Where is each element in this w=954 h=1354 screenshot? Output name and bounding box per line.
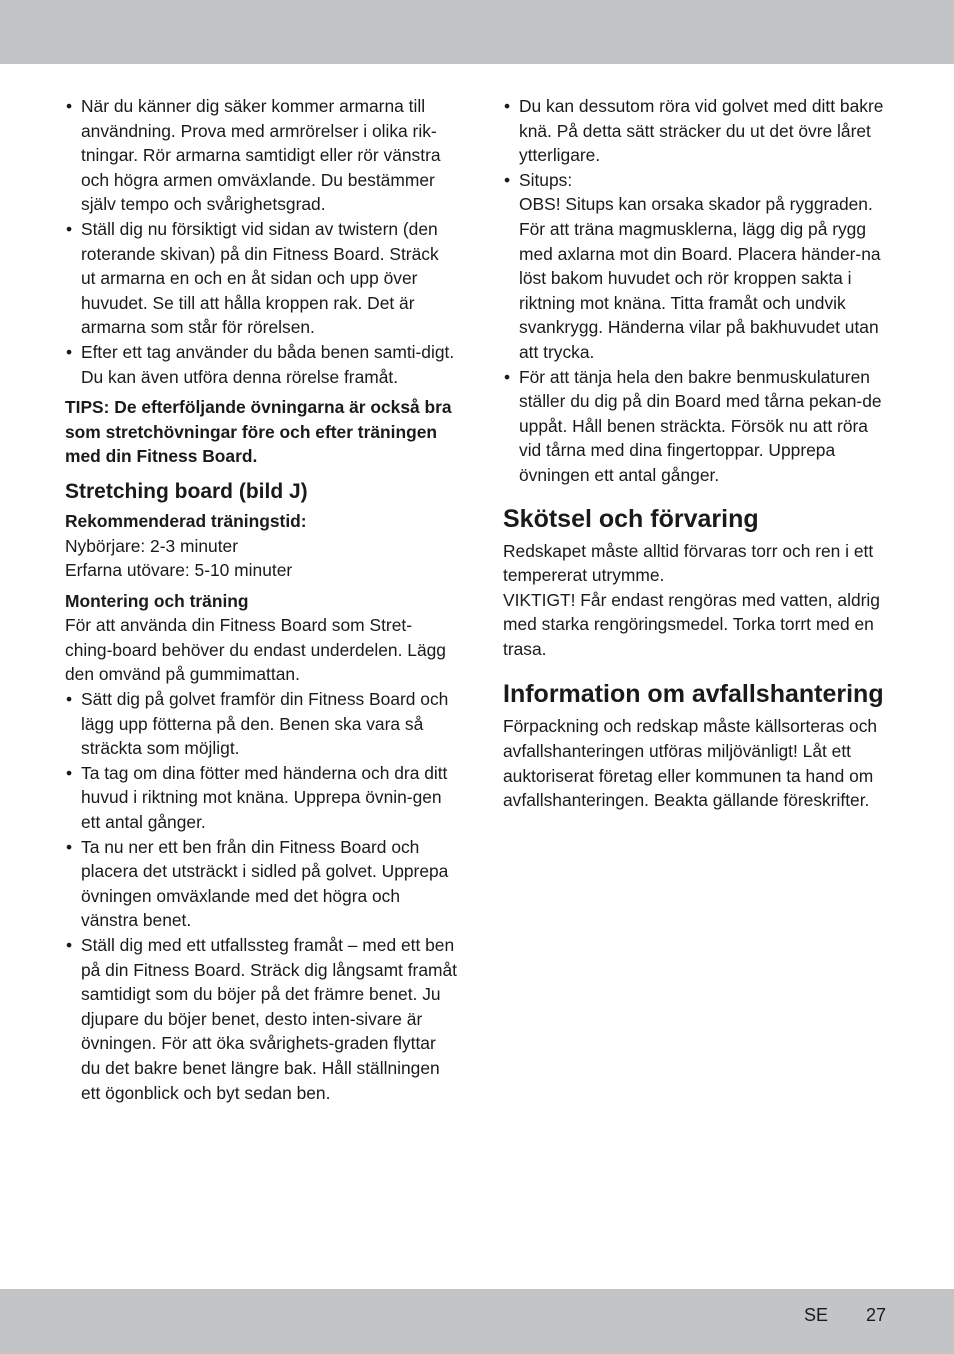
right-column (503, 94, 893, 813)
list-item-situps (503, 168, 893, 365)
time-experienced: Erfarna utövare: 5-10 minuter (65, 560, 293, 581)
care-text: Redskapet måste alltid förvaras torr och ren i ett tempererat utrymme. (503, 540, 874, 586)
section-heading-care: Skötsel och förvaring (503, 504, 759, 533)
header-band (0, 0, 954, 64)
care-warning-text: VIKTIGT! Får endast rengöras med vatten, aldrig med starka rengöringsmedel. Torka torrt med en trasa. (503, 589, 880, 659)
list-item: • Ställ dig med ett utfallssteg framåt – med ett ben på din Fitness Board. Sträck dig långsamt framåt samtidigt som du böjer på det främre benet. Ju djupare du böjer benet, desto inten-sivare är övningen. För att öka svårighets-graden flyttar du det bakre benet längre bak. Håll ställningen ett ögonblick och byt sedan ben. (65, 933, 457, 1105)
bullet-list-exercises (503, 94, 893, 488)
list-item: • Ställ dig nu försiktigt vid sidan av twistern (den roterande skivan) på din Fitness Board. Sträck ut armarna en och en åt sidan och upp över huvudet. Se till att hålla kroppen rak. Det är armarna som står för rörelsen. (65, 217, 457, 340)
list-item: • Du kan dessutom röra vid golvet med ditt bakre knä. På detta sätt sträcker du ut det övre låret ytterligare. (503, 94, 893, 168)
tips-text: TIPS: De efterföljande övningarna är också bra som stretchövningar före och efter träningen med din Fitness Board. (65, 397, 452, 467)
language-code: SE (804, 1305, 829, 1325)
time-beginner: Nybörjare: 2-3 minuter (65, 535, 239, 556)
subheading-mounting: Montering och träning (65, 590, 249, 611)
bullet-list-stretching (65, 687, 457, 1105)
page-number: 27 (866, 1305, 887, 1325)
mounting-text: För att använda din Fitness Board som Stret-ching-board behöver du endast underdelen. Lägg den omvänd på gummimattan. (65, 615, 446, 685)
section-heading-stretching: Stretching board (bild J) (65, 479, 308, 503)
list-item: • Sätt dig på golvet framför din Fitness Board och lägg upp fötterna på den. Benen ska vara så sträckta som möjligt. (65, 687, 457, 761)
left-column (65, 94, 457, 1105)
bullet-list-arms (65, 94, 457, 389)
waste-text: Förpackning och redskap måste källsorteras och avfallshanteringen utföras miljövänligt! Låt ett auktoriserat företag eller kommunen ta hand om avfallshanteringen. Beakta gällande föreskrifter. (503, 716, 878, 811)
list-item: • För att tänja hela den bakre benmuskulaturen ställer du dig på din Board med tårna pekan-de uppåt. Håll benen sträckta. Försök nu att röra vid tårna med dina fingertoppar. Upprepa övningen ett antal gånger. (503, 365, 893, 488)
list-item: • När du känner dig säker kommer armarna till användning. Prova med armrörelser i olika rik-tningar. Rör armarna samtidigt eller rör vänstra och högra armen omväxlande. Du bestämmer själv tempo och svårighetsgrad. (65, 94, 457, 217)
list-item: • Efter ett tag använder du båda benen samti-digt. Du kan även utföra denna rörelse framåt. (65, 340, 457, 389)
list-item: • Ta nu ner ett ben från din Fitness Board och placera det utsträckt i sidled på golvet. Upprepa övningen omväxlande med det högra och vänstra benet. (65, 835, 457, 933)
section-heading-waste: Information om avfallshantering (503, 680, 884, 709)
list-item: • Ta tag om dina fötter med händerna och dra ditt huvud i riktning mot knäna. Upprepa övnin-gen ett antal gånger. (65, 761, 457, 835)
subheading-recommended-time: Rekommenderad träningstid: (65, 510, 307, 531)
situps-label: Situps: (519, 169, 573, 190)
situps-text: OBS! Situps kan orsaka skador på ryggraden. För att träna magmusklerna, lägg dig på rygg med axlarna mot din Board. Placera händer-na löst bakom huvudet och rör kroppen sakta i riktning mot knäna. Titta framåt och undvik svankrygg. Händerna vilar på bakhuvudet utan att trycka. (519, 194, 881, 362)
